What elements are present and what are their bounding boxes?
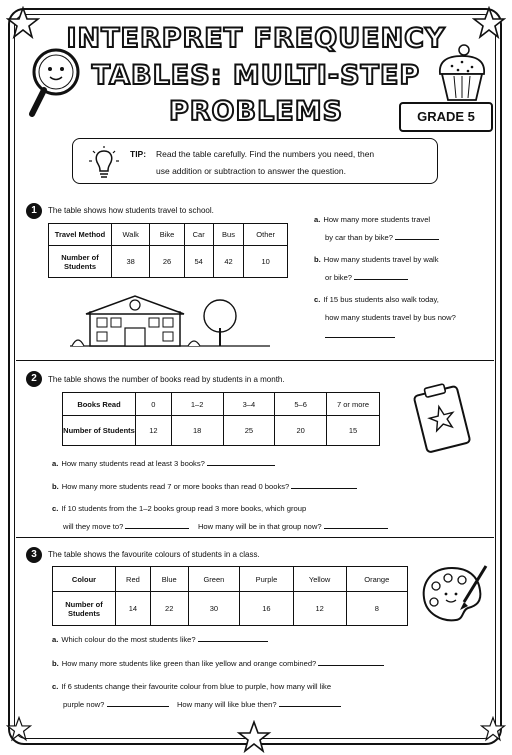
table-cell: 25 [223, 416, 275, 446]
section-intro: The table shows how students travel to school. [48, 206, 214, 215]
clipboard-icon [410, 382, 476, 456]
question-letter: b. [52, 482, 59, 491]
question-letter: a. [52, 635, 59, 644]
question-text: Which colour do the most students like? [61, 635, 196, 644]
section-intro: The table shows the favourite colours of students in a class. [48, 550, 260, 559]
table-row-label: Number of Students [53, 592, 116, 626]
table-header-cell: Red [116, 567, 151, 592]
lightbulb-icon [87, 145, 121, 179]
grade-badge: GRADE 5 [399, 102, 493, 132]
table-header-cell: Bike [150, 224, 184, 246]
table-header-cell: Purple [240, 567, 294, 592]
frequency-table [52, 566, 408, 626]
question-letter: a. [52, 459, 59, 468]
section-intro: The table shows the number of books read by students in a month. [48, 375, 285, 384]
question-letter: a. [314, 215, 321, 224]
table-header-cell: Yellow [293, 567, 346, 592]
table-header-cell: Green [188, 567, 240, 592]
question-text: If 6 students change their favourite colour from blue to purple, how many will like [61, 682, 332, 691]
table-header-cell: 5–6 [275, 393, 327, 416]
answer-blank[interactable] [325, 337, 395, 338]
section-divider [16, 360, 494, 361]
answer-blank[interactable] [324, 528, 388, 529]
star-icon [480, 716, 506, 742]
answer-blank[interactable] [279, 706, 341, 707]
page-title-line2: TABLES: MULTI-STEP [91, 60, 421, 91]
table-header-label: Travel Method [49, 224, 112, 246]
school-building-icon [70, 288, 270, 350]
table-header-cell: 3–4 [223, 393, 275, 416]
question-number: 1 [26, 203, 42, 219]
question-text: How many more students read 7 or more books than read 0 books? [61, 482, 290, 491]
question-a [52, 455, 275, 473]
table-cell: 12 [136, 416, 172, 446]
frequency-table [62, 392, 380, 446]
question-text: How many will be in that group now? [197, 522, 322, 531]
answer-blank[interactable] [318, 665, 384, 666]
tip-text-line2: use addition or subtraction to answer the question. [156, 166, 346, 176]
table-cell: 30 [188, 592, 240, 626]
section-divider [16, 537, 494, 538]
answer-blank[interactable] [125, 528, 189, 529]
question-b [52, 655, 384, 673]
table-header-cell: 7 or more [327, 393, 380, 416]
page-title-line1: INTERPRET FREQUENCY [66, 23, 446, 54]
table-cell: 20 [275, 416, 327, 446]
table-header-cell: 1–2 [171, 393, 223, 416]
page-title-line3: PROBLEMS [168, 96, 344, 127]
question-number: 2 [26, 371, 42, 387]
question-a [52, 631, 268, 649]
table-row-label: Number of Students [49, 246, 112, 278]
tip-label: TIP: [130, 149, 147, 159]
question-number: 3 [26, 547, 42, 563]
tip-box [72, 138, 438, 184]
paint-palette-icon [418, 562, 490, 628]
star-icon [236, 720, 272, 754]
table-cell: 22 [150, 592, 188, 626]
question-c [52, 500, 388, 536]
table-cell: 10 [244, 246, 288, 278]
question-text: How many more students travel [323, 215, 431, 224]
table-cell: 16 [240, 592, 294, 626]
question-text: how many students travel by bus now? [325, 313, 456, 322]
table-cell: 12 [293, 592, 346, 626]
answer-blank[interactable] [291, 488, 357, 489]
question-c [314, 291, 456, 345]
table-cell: 42 [213, 246, 244, 278]
question-text: If 15 bus students also walk today, [323, 295, 439, 304]
question-text: How many students read at least 3 books? [61, 459, 205, 468]
question-b [314, 251, 439, 287]
table-header-cell: Car [184, 224, 213, 246]
answer-blank[interactable] [207, 465, 275, 466]
question-letter: b. [314, 255, 321, 264]
table-header-label: Colour [53, 567, 116, 592]
answer-blank[interactable] [395, 239, 439, 240]
tip-text-line1: Read the table carefully. Find the numbers you need, then [156, 149, 375, 159]
question-letter: c. [314, 295, 321, 304]
question-text: or bike? [325, 273, 353, 282]
table-cell: 14 [116, 592, 151, 626]
answer-blank[interactable] [107, 706, 169, 707]
table-header-cell: Blue [150, 567, 188, 592]
table-cell: 26 [150, 246, 184, 278]
table-header-cell: Orange [346, 567, 407, 592]
question-c [52, 678, 341, 714]
question-text: purple now? [63, 700, 105, 709]
table-cell: 18 [171, 416, 223, 446]
cupcake-icon [432, 42, 492, 104]
table-cell: 15 [327, 416, 380, 446]
question-b [52, 478, 357, 496]
star-icon [6, 716, 32, 742]
question-text: How many will like blue then? [176, 700, 277, 709]
table-cell: 38 [112, 246, 150, 278]
question-text: How many students travel by walk [323, 255, 439, 264]
table-header-cell: Other [244, 224, 288, 246]
table-header-label: Books Read [63, 393, 136, 416]
table-header-cell: 0 [136, 393, 172, 416]
answer-blank[interactable] [354, 279, 408, 280]
question-a [314, 211, 439, 247]
frequency-table [48, 223, 288, 278]
question-letter: b. [52, 659, 59, 668]
question-text: If 10 students from the 1–2 books group read 3 more books, which group [61, 504, 307, 513]
answer-blank[interactable] [198, 641, 268, 642]
question-text: will they move to? [63, 522, 124, 531]
magnifying-glass-icon [26, 42, 88, 122]
table-cell: 8 [346, 592, 407, 626]
table-row-label: Number of Students [63, 416, 136, 446]
question-letter: c. [52, 504, 59, 513]
table-header-cell: Bus [213, 224, 244, 246]
table-header-cell: Walk [112, 224, 150, 246]
table-cell: 54 [184, 246, 213, 278]
question-letter: c. [52, 682, 59, 691]
question-text: How many more students like green than like yellow and orange combined? [61, 659, 317, 668]
question-text: by car than by bike? [325, 233, 393, 242]
